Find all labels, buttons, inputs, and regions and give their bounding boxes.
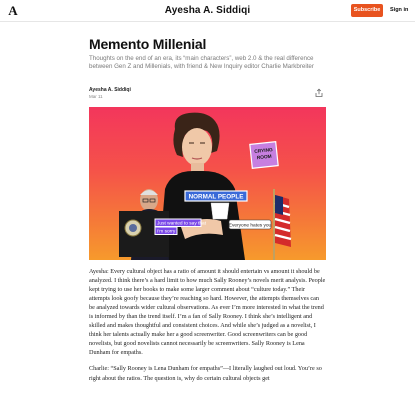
svg-text:Just wanted to say that: Just wanted to say that [157,221,207,227]
post-subtitle: Thoughts on the end of an era, its “main characters”, web 2.0 & the real difference between Gen Z and Millenials, with friend & New Inquiry editor Charlie Markbreiter [89,55,314,70]
body-paragraph: Charlie: “Sally Rooney is Lena Dunham for empaths”—I literally laughed out loud. You’re so right about the ratios. The question is, why do certain cultural objects get [89,365,322,382]
sticker-normal-people-text: NORMAL PEOPLE [188,193,244,201]
svg-text:ROOM: ROOM [256,154,273,162]
sticker-crying-room [250,142,278,169]
tea-cup [211,203,229,219]
svg-text:I'm sorry: I'm sorry [157,229,176,235]
figure-face [182,128,212,166]
sticker-everyone [229,220,272,229]
post-body [89,267,326,390]
hero-collage [89,107,326,260]
hero-image [89,107,326,260]
author-name[interactable]: Ayesha A. Siddiqi [89,87,131,93]
sticker-normal-people [185,191,247,201]
post-date: Mar 11 [89,94,103,99]
svg-text:CRYING: CRYING [254,148,274,155]
top-bar [0,0,415,22]
sign-in-link[interactable]: Sign in [390,7,409,13]
svg-text:Everyone hates you: Everyone hates you [228,223,272,229]
publication-logo[interactable]: A [8,3,18,18]
flag-pole [273,189,275,260]
subscribe-button[interactable]: Subscribe [351,4,383,17]
site-title[interactable]: Ayesha A. Siddiqi [164,5,251,16]
body-paragraph: Ayesha: Every cultural object has a ratio of amount it should entertain vs amount it should be analyzed. I think there’s a hard limit to how much Sally Rooney’s novels merit analysis. People kept trying to use her books to make some larger comment about “culture today.” Their attempts look goofy because they’re reaching so hard. However, the attempts themselves can be analyzed towards wider cultural observations. As ever I’m more interested in what the trend is informed by than the trend itself. I’m a fan of Sally Rooney. I think she’s intelligent and skilled and makes thoughtful and consistent choices. And while she’s judged as a novelist, I think her talents actually make her a good screenwriter. Good screenwriters can be good novelists, but good novelists cannot necessarily be screenwriters. Sally Rooney is Lena Dunham for empaths. [89,268,326,357]
left-man-hair [140,190,158,195]
post-title: Memento Millenial [89,36,207,52]
figure-body [159,171,245,260]
share-icon[interactable] [314,88,324,98]
